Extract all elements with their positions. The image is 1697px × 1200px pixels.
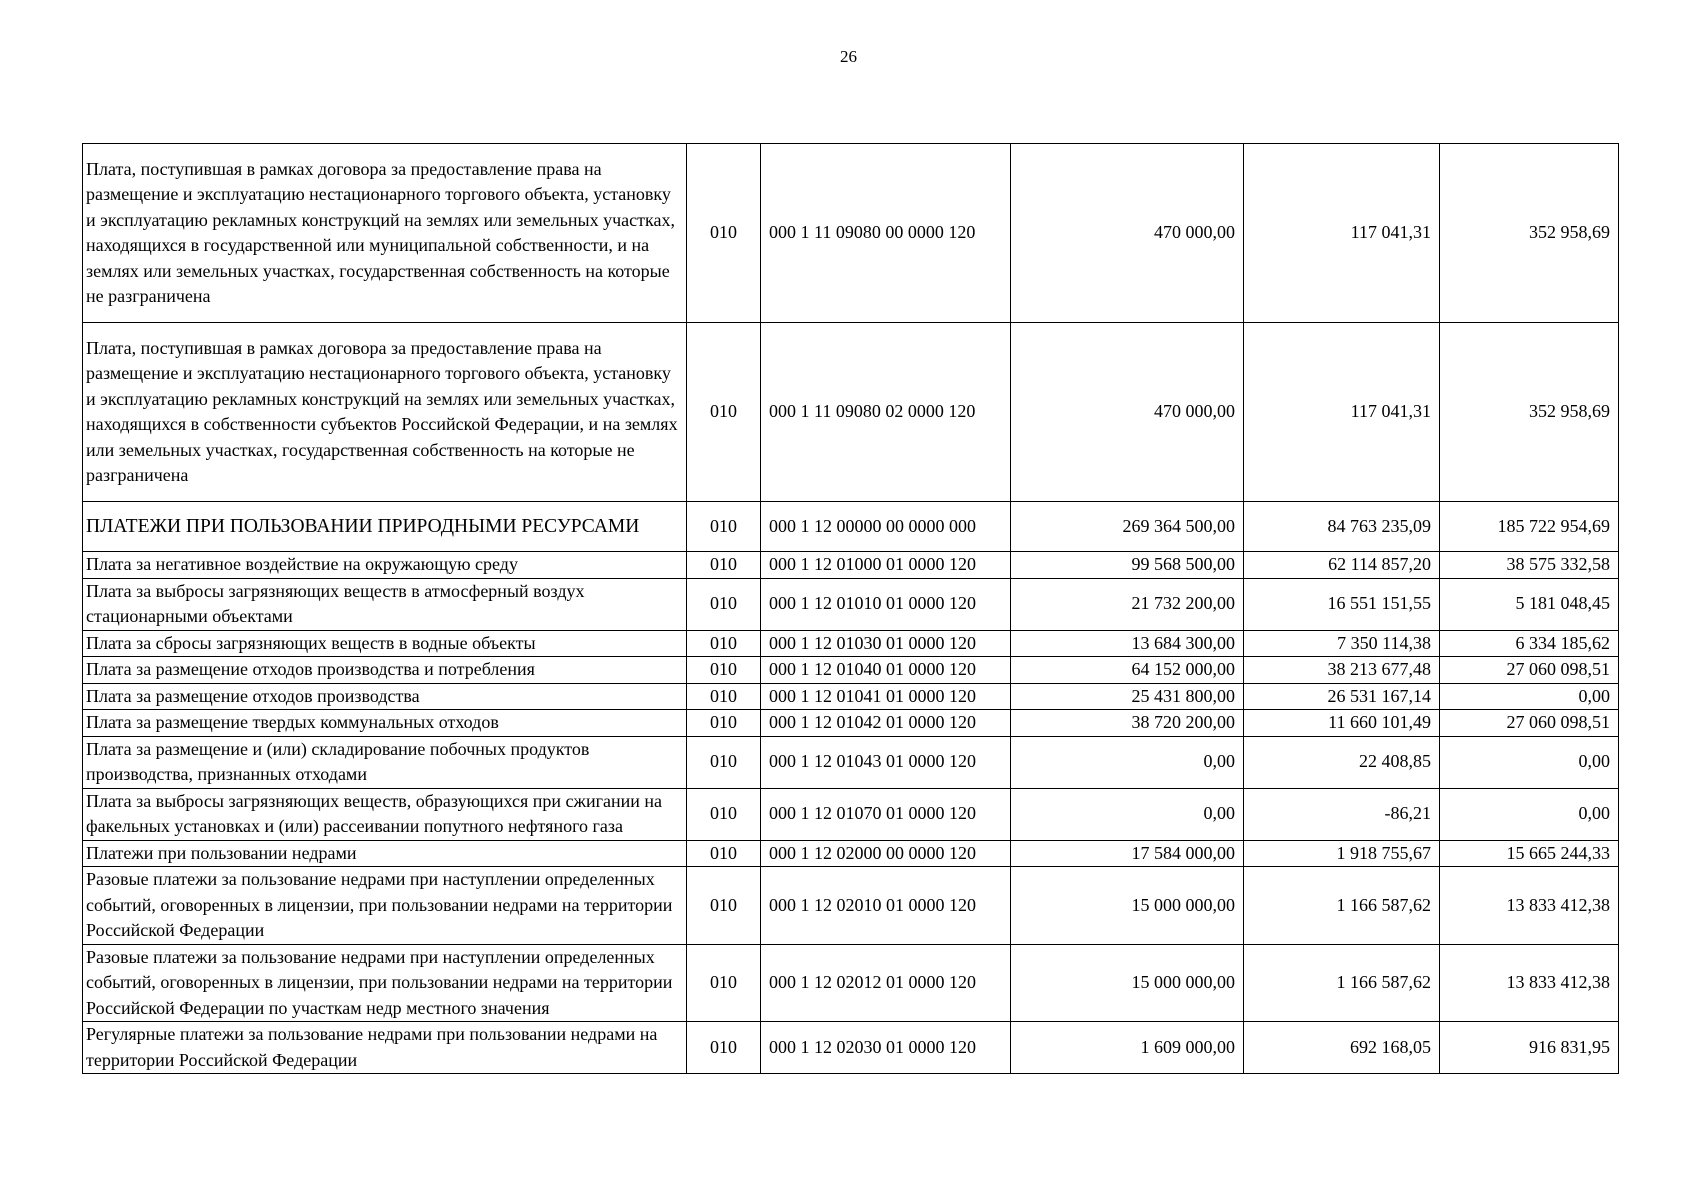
row-line-code: 010 xyxy=(687,710,761,737)
row-approved: 269 364 500,00 xyxy=(1011,502,1244,552)
row-name: Плата, поступившая в рамках договора за предоставление права на размещение и эксплуатацию нестационарного торгового объекта, установку и эксплуатацию рекламных конструкций на землях или земельных участках, находящихся в государственной или муниципальной собственности, и на землях или земельных участках, государственная собственность на которые не разграничена xyxy=(83,144,687,323)
row-unexecuted: 38 575 332,58 xyxy=(1440,552,1619,579)
row-budget-code: 000 1 12 01040 01 0000 120 xyxy=(761,657,1011,684)
row-budget-code: 000 1 12 00000 00 0000 000 xyxy=(761,502,1011,552)
row-executed: 26 531 167,14 xyxy=(1244,683,1440,710)
row-approved: 64 152 000,00 xyxy=(1011,657,1244,684)
revenue-table xyxy=(82,143,1619,1074)
row-line-code: 010 xyxy=(687,657,761,684)
row-line-code: 010 xyxy=(687,736,761,788)
row-unexecuted: 27 060 098,51 xyxy=(1440,657,1619,684)
row-unexecuted: 352 958,69 xyxy=(1440,323,1619,502)
row-executed: 1 166 587,62 xyxy=(1244,867,1440,945)
row-line-code: 010 xyxy=(687,1022,761,1074)
row-approved: 470 000,00 xyxy=(1011,323,1244,502)
row-approved: 25 431 800,00 xyxy=(1011,683,1244,710)
table-row xyxy=(83,630,1619,657)
row-name: Плата, поступившая в рамках договора за предоставление права на размещение и эксплуатацию нестационарного торгового объекта, установку и эксплуатацию рекламных конструкций на землях или земельных участках, находящихся в собственности субъектов Российской Федерации, и на землях или земельных участках, государственная собственность на которые не разграничена xyxy=(83,323,687,502)
row-name: ПЛАТЕЖИ ПРИ ПОЛЬЗОВАНИИ ПРИРОДНЫМИ РЕСУРСАМИ xyxy=(83,502,687,552)
row-unexecuted: 0,00 xyxy=(1440,736,1619,788)
row-unexecuted: 6 334 185,62 xyxy=(1440,630,1619,657)
row-line-code: 010 xyxy=(687,144,761,323)
row-approved: 15 000 000,00 xyxy=(1011,867,1244,945)
table-row xyxy=(83,1022,1619,1074)
table-row xyxy=(83,657,1619,684)
row-budget-code: 000 1 12 02010 01 0000 120 xyxy=(761,867,1011,945)
row-approved: 0,00 xyxy=(1011,736,1244,788)
row-name: Плата за выбросы загрязняющих веществ в атмосферный воздух стационарными объектами xyxy=(83,578,687,630)
row-name: Плата за размещение твердых коммунальных отходов xyxy=(83,710,687,737)
row-line-code: 010 xyxy=(687,683,761,710)
row-executed: 16 551 151,55 xyxy=(1244,578,1440,630)
table-row xyxy=(83,578,1619,630)
row-unexecuted: 916 831,95 xyxy=(1440,1022,1619,1074)
row-unexecuted: 15 665 244,33 xyxy=(1440,840,1619,867)
row-budget-code: 000 1 12 02000 00 0000 120 xyxy=(761,840,1011,867)
row-approved: 1 609 000,00 xyxy=(1011,1022,1244,1074)
row-approved: 15 000 000,00 xyxy=(1011,944,1244,1022)
table-row xyxy=(83,502,1619,552)
row-executed: 38 213 677,48 xyxy=(1244,657,1440,684)
table-row xyxy=(83,683,1619,710)
row-unexecuted: 352 958,69 xyxy=(1440,144,1619,323)
row-name: Регулярные платежи за пользование недрами при пользовании недрами на территории Российской Федерации xyxy=(83,1022,687,1074)
row-executed: 692 168,05 xyxy=(1244,1022,1440,1074)
row-executed: 117 041,31 xyxy=(1244,144,1440,323)
row-executed: 117 041,31 xyxy=(1244,323,1440,502)
row-executed: 1 918 755,67 xyxy=(1244,840,1440,867)
row-executed: 22 408,85 xyxy=(1244,736,1440,788)
table-row xyxy=(83,323,1619,502)
row-executed: 84 763 235,09 xyxy=(1244,502,1440,552)
row-unexecuted: 5 181 048,45 xyxy=(1440,578,1619,630)
row-line-code: 010 xyxy=(687,630,761,657)
row-budget-code: 000 1 12 01000 01 0000 120 xyxy=(761,552,1011,579)
row-name: Плата за негативное воздействие на окружающую среду xyxy=(83,552,687,579)
row-line-code: 010 xyxy=(687,840,761,867)
row-line-code: 010 xyxy=(687,323,761,502)
table-row xyxy=(83,144,1619,323)
row-unexecuted: 0,00 xyxy=(1440,788,1619,840)
row-approved: 99 568 500,00 xyxy=(1011,552,1244,579)
row-approved: 17 584 000,00 xyxy=(1011,840,1244,867)
row-budget-code: 000 1 12 02030 01 0000 120 xyxy=(761,1022,1011,1074)
row-line-code: 010 xyxy=(687,788,761,840)
table-row xyxy=(83,552,1619,579)
row-line-code: 010 xyxy=(687,502,761,552)
row-name: Разовые платежи за пользование недрами при наступлении определенных событий, оговоренных в лицензии, при пользовании недрами на территории Российской Федерации по участкам недр местного значения xyxy=(83,944,687,1022)
row-budget-code: 000 1 11 09080 02 0000 120 xyxy=(761,323,1011,502)
row-approved: 13 684 300,00 xyxy=(1011,630,1244,657)
row-unexecuted: 0,00 xyxy=(1440,683,1619,710)
row-name: Плата за размещение отходов производства и потребления xyxy=(83,657,687,684)
row-budget-code: 000 1 11 09080 00 0000 120 xyxy=(761,144,1011,323)
row-executed: 62 114 857,20 xyxy=(1244,552,1440,579)
row-line-code: 010 xyxy=(687,552,761,579)
row-unexecuted: 13 833 412,38 xyxy=(1440,944,1619,1022)
row-approved: 0,00 xyxy=(1011,788,1244,840)
row-name: Плата за размещение отходов производства xyxy=(83,683,687,710)
row-budget-code: 000 1 12 01030 01 0000 120 xyxy=(761,630,1011,657)
row-name: Плата за сбросы загрязняющих веществ в водные объекты xyxy=(83,630,687,657)
row-line-code: 010 xyxy=(687,944,761,1022)
table-row xyxy=(83,944,1619,1022)
table-row xyxy=(83,840,1619,867)
page-number: 26 xyxy=(840,47,857,66)
row-approved: 470 000,00 xyxy=(1011,144,1244,323)
row-budget-code: 000 1 12 01010 01 0000 120 xyxy=(761,578,1011,630)
table-row xyxy=(83,867,1619,945)
row-budget-code: 000 1 12 01043 01 0000 120 xyxy=(761,736,1011,788)
row-executed: 7 350 114,38 xyxy=(1244,630,1440,657)
table-row xyxy=(83,788,1619,840)
row-executed: 1 166 587,62 xyxy=(1244,944,1440,1022)
row-approved: 38 720 200,00 xyxy=(1011,710,1244,737)
row-unexecuted: 27 060 098,51 xyxy=(1440,710,1619,737)
row-budget-code: 000 1 12 01070 01 0000 120 xyxy=(761,788,1011,840)
row-name: Платежи при пользовании недрами xyxy=(83,840,687,867)
row-unexecuted: 13 833 412,38 xyxy=(1440,867,1619,945)
table-row xyxy=(83,736,1619,788)
row-approved: 21 732 200,00 xyxy=(1011,578,1244,630)
row-line-code: 010 xyxy=(687,867,761,945)
row-executed: 11 660 101,49 xyxy=(1244,710,1440,737)
row-name: Плата за размещение и (или) складирование побочных продуктов производства, признанных отходами xyxy=(83,736,687,788)
row-name: Плата за выбросы загрязняющих веществ, образующихся при сжигании на факельных установках и (или) рассеивании попутного нефтяного газа xyxy=(83,788,687,840)
row-budget-code: 000 1 12 01042 01 0000 120 xyxy=(761,710,1011,737)
row-executed: -86,21 xyxy=(1244,788,1440,840)
row-budget-code: 000 1 12 01041 01 0000 120 xyxy=(761,683,1011,710)
row-name: Разовые платежи за пользование недрами при наступлении определенных событий, оговоренных в лицензии, при пользовании недрами на территории Российской Федерации xyxy=(83,867,687,945)
row-budget-code: 000 1 12 02012 01 0000 120 xyxy=(761,944,1011,1022)
row-unexecuted: 185 722 954,69 xyxy=(1440,502,1619,552)
table-row xyxy=(83,710,1619,737)
row-line-code: 010 xyxy=(687,578,761,630)
